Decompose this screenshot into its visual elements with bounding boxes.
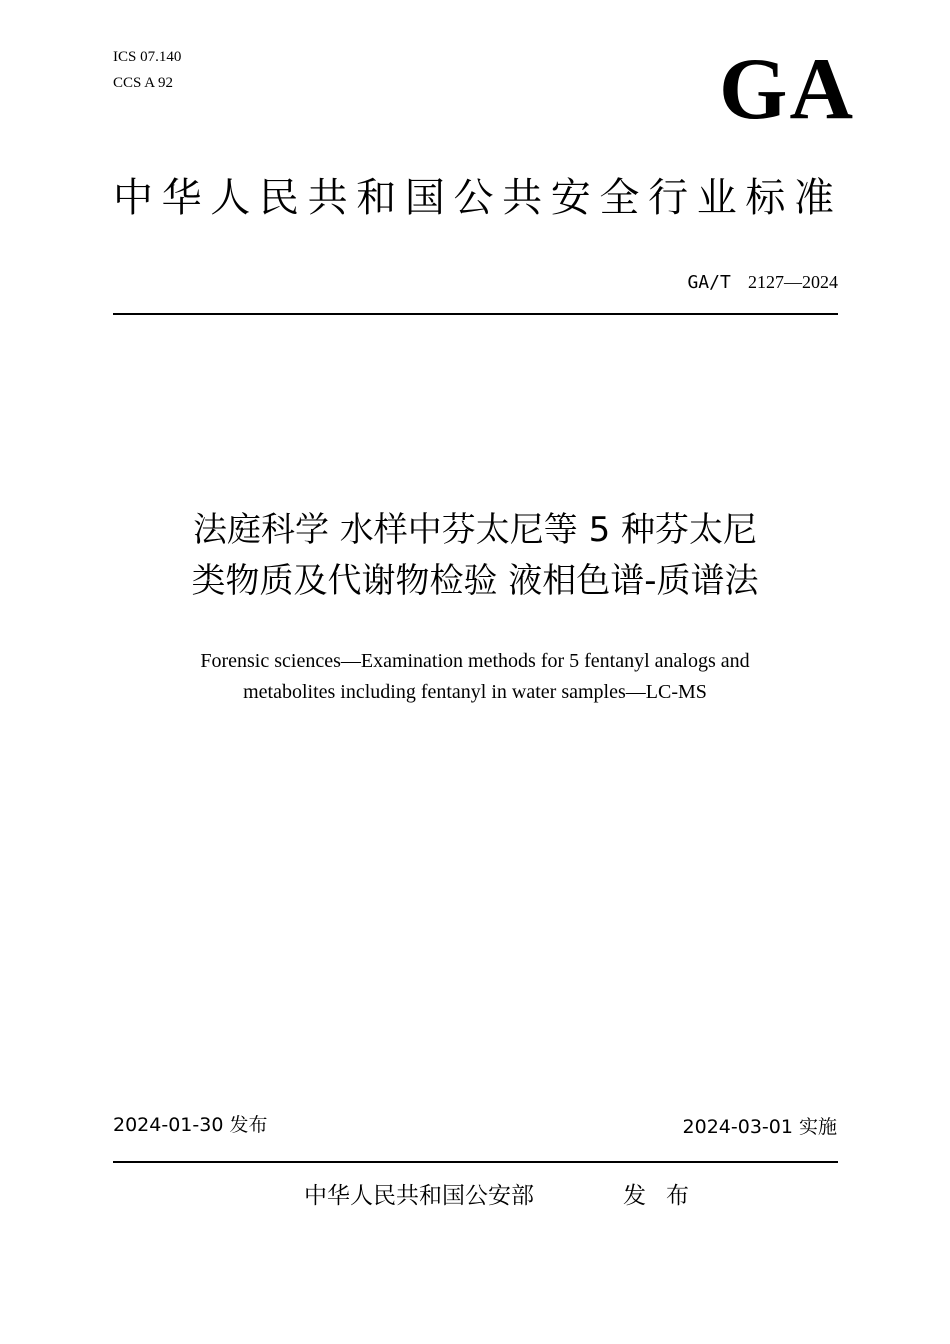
chinese-title	[60, 505, 890, 607]
english-title-line-1: Forensic sciences—Examination methods for 5 fentanyl analogs and	[200, 650, 750, 672]
effective-date: 2024-03-01 实施	[682, 1116, 837, 1138]
standard-category-title: 中华人民共和国公共安全行业标准	[113, 175, 838, 221]
ics-code: ICS 07.140	[113, 49, 182, 65]
chinese-title-line-1: 法庭科学 水样中芬太尼等 5 种芬太尼	[192, 510, 758, 550]
standard-code: GA/T	[687, 272, 731, 293]
issuing-authority: 中华人民共和国公安部	[304, 1183, 534, 1209]
chinese-title-line-2: 类物质及代谢物检验 液相色谱-质谱法	[191, 561, 759, 601]
publish-date: 2024-01-30 发布	[113, 1114, 268, 1136]
english-title-line-2: metabolites including fentanyl in water samples—LC-MS	[243, 681, 707, 703]
ccs-code: CCS A 92	[113, 75, 174, 91]
issue-label: 发布	[623, 1183, 709, 1209]
bottom-divider	[113, 1161, 838, 1163]
top-divider	[113, 313, 838, 315]
english-title	[100, 646, 850, 708]
standard-year-number: 2127—2024	[748, 272, 838, 292]
ga-logo: GA	[719, 41, 855, 138]
standard-number	[687, 270, 838, 295]
